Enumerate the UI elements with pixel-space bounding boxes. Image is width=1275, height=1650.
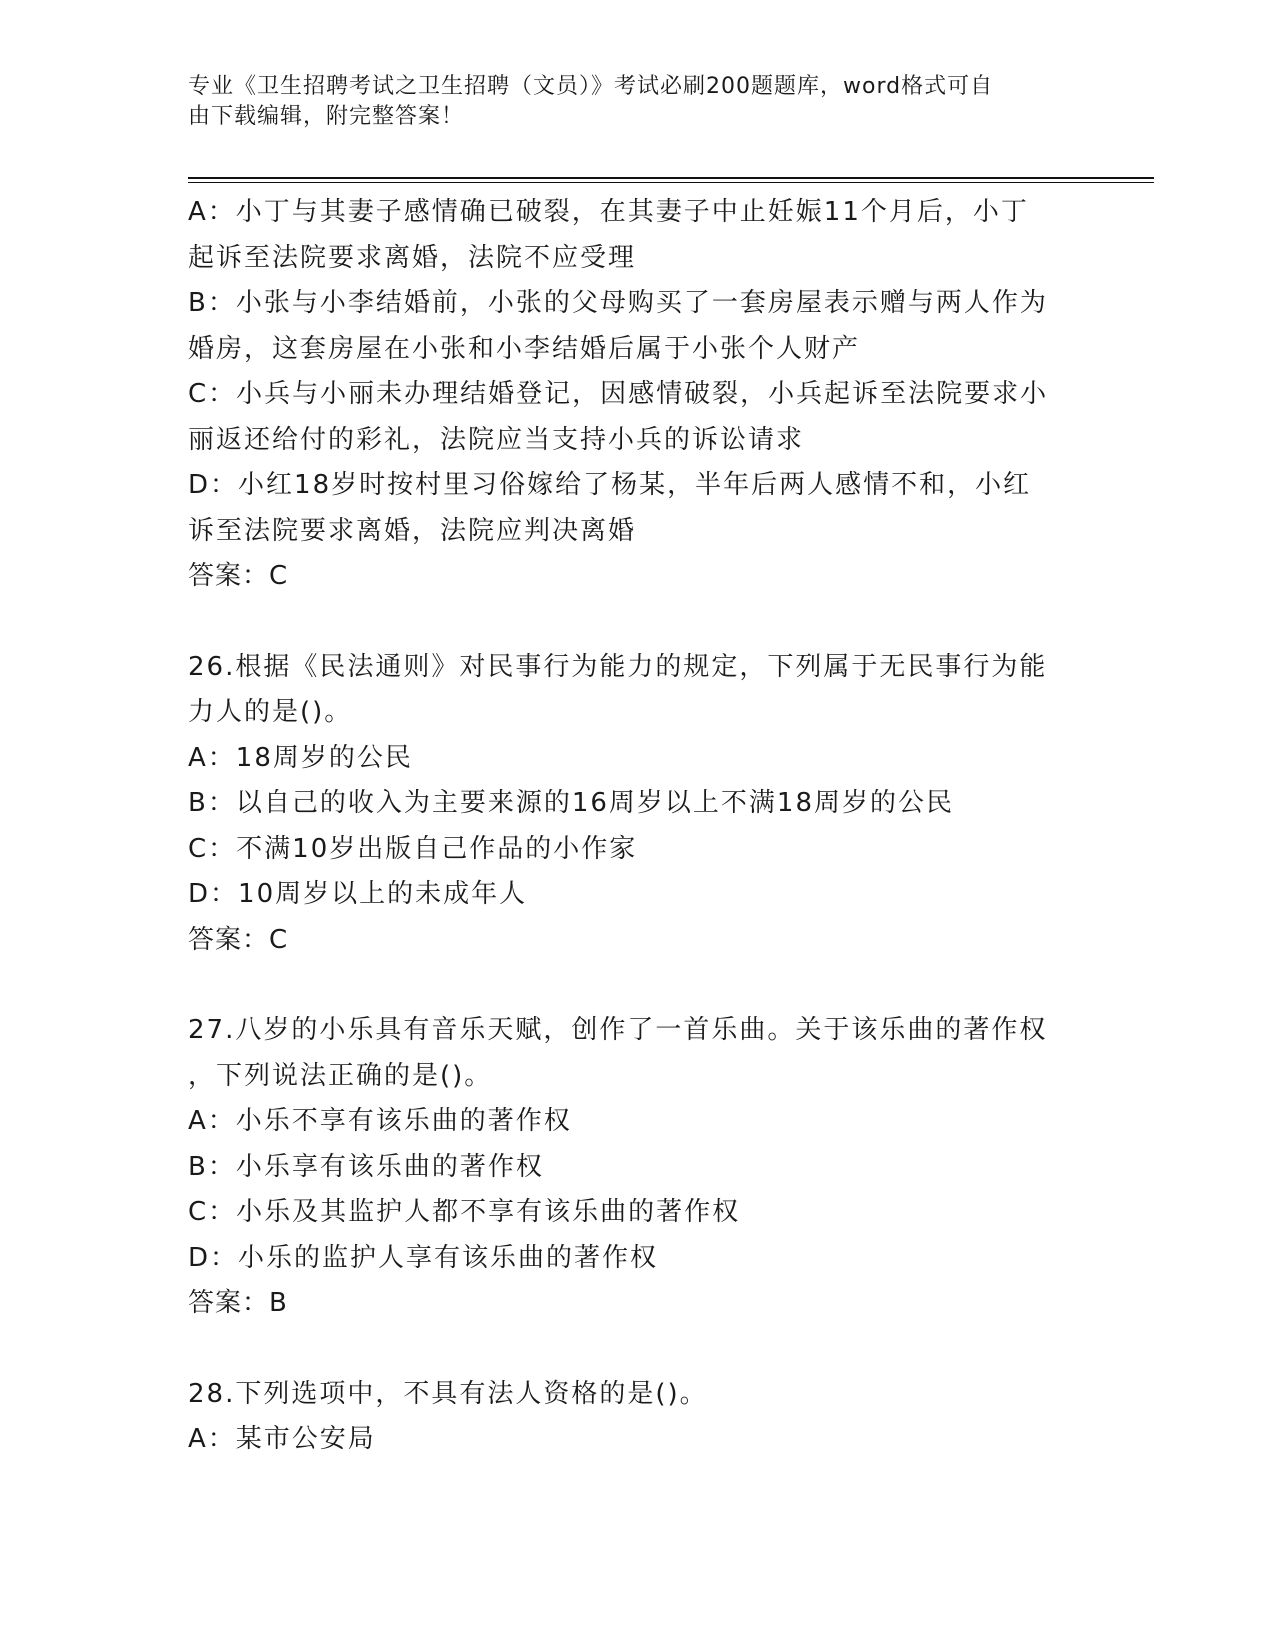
question-text-line-2: ，下列说法正确的是()。 [188, 1060, 493, 1091]
option-a: A：18周岁的公民 [188, 742, 413, 773]
question-text-line-2: 力人的是()。 [188, 697, 353, 727]
question-25-options [188, 190, 1088, 600]
option-a-line-1: A：小丁与其妻子感情确已破裂，在其妻子中止妊娠11个月后，小丁 [188, 197, 1029, 227]
answer-label: 答案：B [188, 1288, 288, 1318]
option-b: B：以自己的收入为主要来源的16周岁以上不满18周岁的公民 [188, 788, 955, 818]
header-line-2: 由下载编辑，附完整答案！ [188, 104, 465, 129]
header-divider-thick [188, 177, 1154, 179]
question-text-line-1: 26.根据《民法通则》对民事行为能力的规定，下列属于无民事行为能 [188, 651, 1048, 682]
option-d: D：小乐的监护人享有该乐曲的著作权 [188, 1242, 659, 1273]
question-text-line-1: 28.下列选项中，不具有法人资格的是()。 [188, 1378, 708, 1409]
option-a-line-2: 起诉至法院要求离婚，法院不应受理 [188, 242, 637, 273]
option-c: C：不满10岁出版自己作品的小作家 [188, 833, 638, 864]
option-c-line-2: 丽返还给付的彩礼，法院应当支持小兵的诉讼请求 [188, 424, 805, 455]
header-line-1: 专业《卫生招聘考试之卫生招聘（文员）》考试必刷200题题库，word格式可自 [188, 74, 994, 99]
option-b: B：小乐享有该乐曲的著作权 [188, 1151, 544, 1182]
question-text-line-1: 27.八岁的小乐具有音乐天赋，创作了一首乐曲。关于该乐曲的著作权 [188, 1015, 1048, 1045]
spacer [188, 1327, 1088, 1372]
option-c: C：小乐及其监护人都不享有该乐曲的著作权 [188, 1197, 741, 1227]
header-divider-thin [188, 182, 1154, 183]
answer-label: 答案：C [188, 561, 289, 591]
option-b-line-1: B：小张与小李结婚前，小张的父母购买了一套房屋表示赠与两人作为 [188, 288, 1048, 318]
option-b-line-2: 婚房，这套房屋在小张和小李结婚后属于小张个人财产 [188, 333, 861, 364]
question-26 [188, 645, 1088, 964]
question-28 [188, 1372, 1088, 1463]
option-c-line-1: C：小兵与小丽未办理结婚登记，因感情破裂，小兵起诉至法院要求小 [188, 379, 1049, 409]
option-a: A：小乐不享有该乐曲的著作权 [188, 1106, 572, 1136]
question-27 [188, 1008, 1088, 1327]
option-d-line-2: 诉至法院要求离婚，法院应判决离婚 [188, 515, 637, 546]
spacer [188, 963, 1088, 1008]
option-d-line-1: D：小红18岁时按村里习俗嫁给了杨某，半年后两人感情不和，小红 [188, 470, 1032, 500]
page-header [188, 72, 1068, 132]
spacer [188, 600, 1088, 645]
answer-label: 答案：C [188, 924, 289, 955]
option-a: A：某市公安局 [188, 1424, 376, 1454]
option-d: D：10周岁以上的未成年人 [188, 879, 528, 909]
question-content [188, 190, 1088, 1463]
